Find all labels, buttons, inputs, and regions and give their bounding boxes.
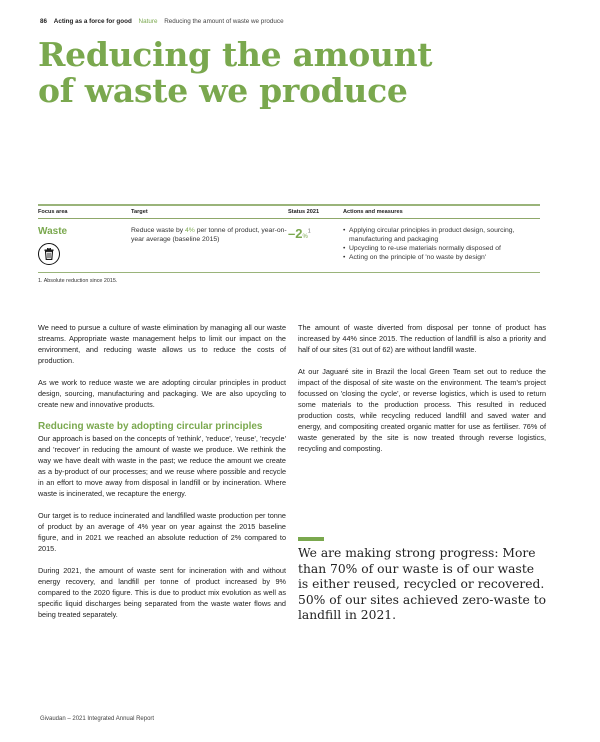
col-header-focus-area: Focus area bbox=[38, 208, 68, 215]
paragraph: Our approach is based on the concepts of 'rethink', 'reduce', 'reuse', 'recycle' and 'recover' in reducing the amount of waste we produce. We rethink the way we have dealt with waste in the past; we reduce the amount we create as a by-product of our processes; and we reuse where possible and recycle in an effort to move away from disposal in landfill or by incineration. Where waste is incinerated, we recapture the energy. bbox=[38, 434, 286, 498]
col-header-status: Status 2021 bbox=[288, 208, 320, 215]
title-line-1: Reducing the amount bbox=[38, 35, 433, 74]
action-item: • Acting on the principle of 'no waste by design' bbox=[343, 253, 540, 262]
paragraph: During 2021, the amount of waste sent for incineration with and without energy recovery, and landfill per tonne of product increased by 9% compared to the 2020 figure. This is due to product mix evolution as well as specific liquid discharges being separated from the waste water flows and being treated separately. bbox=[38, 566, 286, 619]
status-value bbox=[288, 226, 311, 241]
trash-bin-icon bbox=[38, 243, 60, 265]
table-header bbox=[38, 206, 540, 218]
paragraph: The amount of waste diverted from disposal per tonne of product has increased by 44% since 2015. The reduction of landfill is also a priority and half of our sites (31 out of 62) are without landfill waste. bbox=[298, 323, 546, 354]
paragraph: At our Jaguaré site in Brazil the local Green Team set out to reduce the impact of the disposal of site waste on the environment. The team's project focussed on 'closing the cycle', or reverse logistics, which is used to return some materials to the production process. This resulted in reduced production costs, while recycling reduced landfill and saved water and energy, and compositing created organic matter for use as fertiliser. 76% of waste generated by the site is now treated through reverse logistics, recycling and composting. bbox=[298, 367, 546, 453]
table-footnote: 1. Absolute reduction since 2015. bbox=[38, 278, 118, 284]
pull-quote: We are making strong progress: More than 70% of our waste is of our waste is either reused, recycled or recovered. 50% of our sites achieved zero-waste to landfill in 2021. bbox=[298, 546, 547, 622]
actions-list bbox=[343, 226, 540, 262]
targets-table bbox=[38, 204, 540, 273]
page-footer: Givaudan – 2021 Integrated Annual Report bbox=[40, 716, 155, 722]
action-item: • Applying circular principles in product design, sourcing, manufacturing and packaging bbox=[343, 226, 540, 244]
col-header-actions: Actions and measures bbox=[343, 208, 403, 215]
running-header bbox=[40, 18, 284, 25]
title-line-2: of waste we produce bbox=[38, 71, 408, 110]
status-unit: % bbox=[302, 233, 308, 240]
table-row bbox=[38, 219, 540, 272]
col-header-target: Target bbox=[131, 208, 148, 215]
status-number: –2 bbox=[288, 225, 303, 241]
paragraph: Our target is to reduce incinerated and landfilled waste production per tonne of product by an average of 4% year on year against the 2015 baseline figure, and in 2021 we reached an absolute reduction of 2% compared to 2015. bbox=[38, 511, 286, 553]
page-title bbox=[38, 37, 432, 109]
category-label: Nature bbox=[138, 18, 158, 25]
right-column bbox=[298, 322, 546, 465]
target-highlight: 4% bbox=[185, 226, 195, 234]
target-cell bbox=[131, 226, 288, 265]
left-column bbox=[38, 322, 286, 631]
target-text: Reduce waste by bbox=[131, 226, 186, 234]
status-cell bbox=[288, 226, 343, 265]
action-item: • Upcycling to re-use materials normally disposed of bbox=[343, 244, 540, 253]
pull-quote-accent-bar bbox=[298, 537, 324, 541]
subheading: Reducing waste by adopting circular principles bbox=[38, 421, 263, 432]
focus-area-cell bbox=[38, 226, 131, 265]
page-number: 86 bbox=[40, 18, 48, 25]
section-label: Acting as a force for good bbox=[53, 18, 132, 25]
table-bottom-rule bbox=[38, 272, 540, 274]
paragraph: We need to pursue a culture of waste elimination by managing all our waste streams. Appropriate waste management helps to limit our impact on the environment, and reducing waste allows us to reduce the costs of production. bbox=[38, 323, 286, 365]
target-text-cont: per tonne of product, year-on-year average (baseline 2015) bbox=[131, 226, 287, 243]
focus-area-label: Waste bbox=[38, 225, 68, 237]
status-footnote-ref: 1 bbox=[307, 228, 311, 235]
paragraph: As we work to reduce waste we are adopting circular principles in product design, sourcing, manufacturing and packaging. We are also upcycling to create new and innovative products. bbox=[38, 378, 286, 409]
subsection-label: Reducing the amount of waste we produce bbox=[164, 18, 284, 25]
actions-cell bbox=[343, 226, 540, 265]
